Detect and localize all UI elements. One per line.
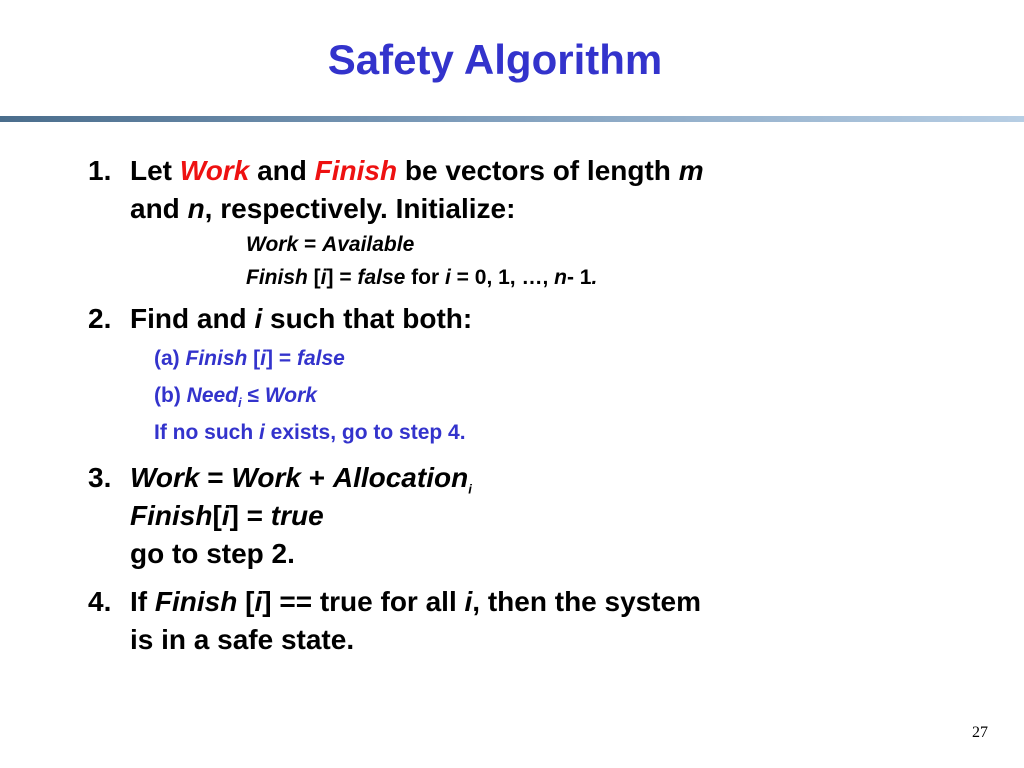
step-number: 1.: [88, 155, 112, 186]
step-1-init-work: Work = Available: [246, 233, 415, 256]
step-number: 2.: [88, 303, 112, 334]
step-2-line-1: 2. Find and i such that both:: [88, 300, 888, 338]
step-2-fallback: If no such i exists, go to step 4.: [154, 421, 466, 444]
work-term: Work: [179, 155, 250, 186]
step-3-line-3: go to step 2.: [130, 538, 295, 569]
step-3-line-1: 3. Work = Work + Allocation$_i$: [88, 459, 888, 497]
step-1-line-1: 1. Let Work and Finish be vectors of length m: [88, 152, 888, 190]
step-2-condition-b: (b) Need$_i$ ≤ Work: [154, 384, 317, 411]
slide-title: Safety Algorithm: [327, 36, 663, 83]
finish-term: Finish: [314, 155, 398, 186]
step-4-line-1: 4. If Finish [i] == true for all i, then the system: [88, 583, 888, 621]
step-number: 4.: [88, 586, 112, 617]
step-1-init-finish: Finish [i] = false for i = 0, 1, …, n- 1.: [246, 266, 598, 289]
step-2-condition-a: (a) Finish [i] = false: [154, 347, 345, 370]
slide-content: [88, 152, 888, 659]
step-4-line-2: is in a safe state.: [130, 624, 355, 655]
step-3-line-2: Finish[i] = true: [130, 500, 324, 531]
step-number: 3.: [88, 462, 112, 493]
step-1-line-2: and n, respectively. Initialize:: [130, 193, 516, 224]
title-divider: [0, 116, 1024, 122]
page-number: 27: [972, 724, 988, 741]
